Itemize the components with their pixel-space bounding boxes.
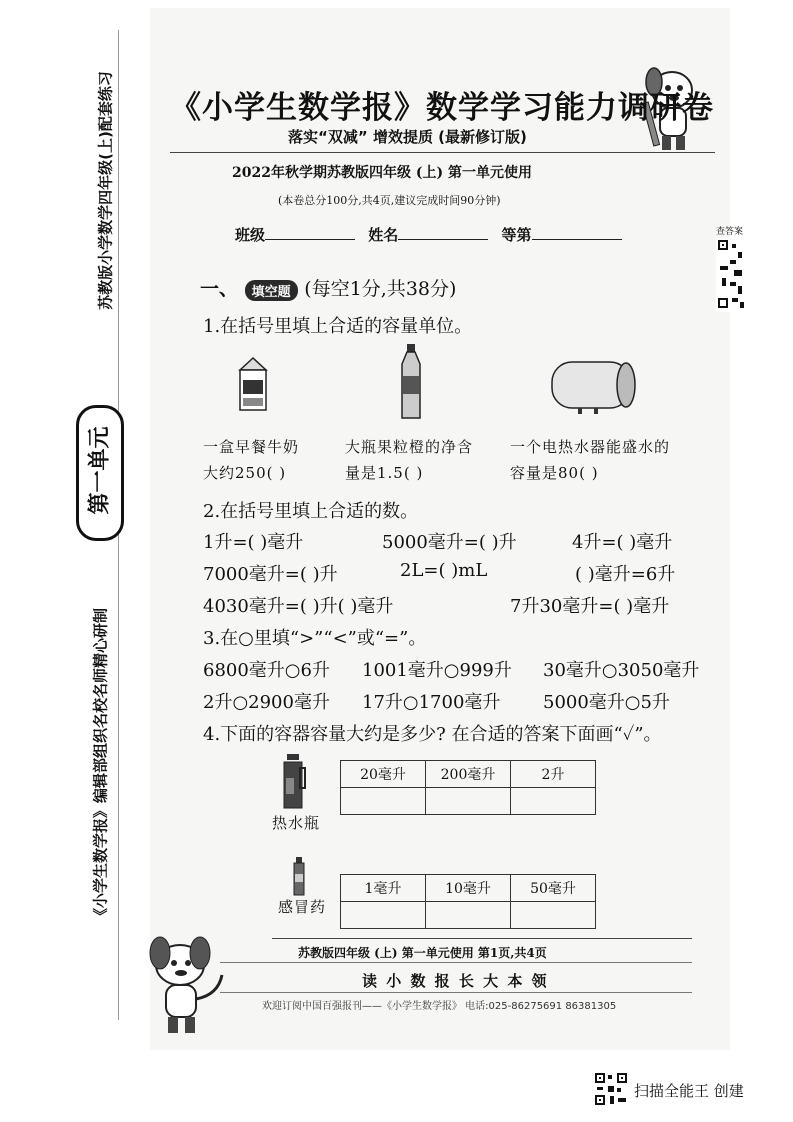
q4-title: 4.下面的容器容量大约是多少? 在合适的答案下面画“✓”。 [203, 724, 662, 745]
qr-code-icon[interactable] [716, 238, 746, 312]
section-badge: 填空题 [245, 280, 298, 301]
q2-row2-a[interactable]: 7000毫升=( )升 [203, 564, 338, 585]
page-subtitle: 落实“双减” 增效提质 (最新修订版) [288, 128, 527, 146]
class-label: 班级 [235, 226, 266, 244]
q1-item-juice-line2[interactable]: 量是1.5( ) [345, 464, 424, 482]
q1-title: 1.在括号里填上合适的容量单位。 [203, 316, 473, 337]
student-info-row [235, 224, 622, 245]
q4-item2-option: 50毫升 [511, 875, 596, 902]
q4-item1-option: 2升 [511, 761, 596, 788]
class-field[interactable] [265, 225, 355, 240]
q3-row2-c[interactable]: 5000毫升○5升 [543, 692, 670, 713]
exam-note: (本卷总分100分,共4页,建议完成时间90分钟) [278, 194, 501, 207]
q1-item-milk [203, 434, 299, 486]
q4-item2-answer-cell[interactable] [341, 902, 426, 929]
thermos-icon [280, 752, 306, 810]
q4-item1-answer-cell[interactable] [426, 788, 511, 815]
scanner-qr-icon [594, 1072, 628, 1106]
medicine-bottle-icon [292, 856, 306, 896]
q2-row3-c[interactable]: 7升30毫升=( )毫升 [510, 596, 670, 617]
q4-item1-option: 20毫升 [341, 761, 426, 788]
q4-item2-option: 1毫升 [341, 875, 426, 902]
q3-row1-a[interactable]: 6800毫升○6升 [203, 660, 330, 681]
q3-title: 3.在○里填“>”“<”或“=”。 [203, 628, 427, 649]
q4-item1-answer-cell[interactable] [511, 788, 596, 815]
q4-item1-option: 200毫升 [426, 761, 511, 788]
q3-row2-b[interactable]: 17升○1700毫升 [362, 692, 501, 713]
q2-row1-c[interactable]: 4升=( )毫升 [572, 532, 673, 553]
edition-line: 2022年秋学期苏教版四年级 (上) 第一单元使用 [232, 165, 532, 181]
footer-slogan: 读 小 数 报 长 大 本 领 [362, 972, 549, 990]
q2-title: 2.在括号里填上合适的数。 [203, 501, 419, 522]
header-divider [170, 152, 715, 153]
footer-divider [220, 962, 692, 963]
q4-item2-option: 10毫升 [426, 875, 511, 902]
footer-divider-top [272, 938, 692, 939]
spine-bottom-text: 《小学生数学报》编辑部组织名校名师精心研制 [91, 608, 110, 924]
name-field[interactable] [398, 225, 488, 240]
q1-item-milk-line1: 一盒早餐牛奶 [203, 438, 300, 456]
q4-item2-table [340, 874, 596, 929]
q4-item2-answer-cell[interactable] [511, 902, 596, 929]
q4-item1-label: 热水瓶 [272, 814, 321, 832]
spine-top-text: 苏教版小学数学四年级(上)配套练习 [96, 71, 115, 310]
q1-item-heater-line2[interactable]: 容量是80( ) [510, 464, 599, 482]
q3-row1-b[interactable]: 1001毫升○999升 [362, 660, 512, 681]
water-heater-icon [548, 356, 638, 414]
footer-contact: 欢迎订阅中国百强报刊——《小学生数学报》 电话:025-86275691 86381305 [262, 1001, 617, 1012]
q4-item1-answer-cell[interactable] [341, 788, 426, 815]
q4-item2-answer-cell[interactable] [426, 902, 511, 929]
rank-label: 等第 [501, 226, 532, 244]
mascot-dog-bottom-icon [130, 935, 235, 1040]
unit-badge-text: 第一单元 [87, 426, 113, 515]
q1-item-heater [510, 434, 670, 486]
q2-row2-c[interactable]: ( )毫升=6升 [575, 564, 676, 585]
name-label: 姓名 [368, 226, 399, 244]
section-points: (每空1分,共38分) [304, 278, 457, 300]
q3-row1-c[interactable]: 30毫升○3050毫升 [543, 660, 700, 681]
q4-item2-label: 感冒药 [278, 898, 327, 916]
q1-item-juice-line1: 大瓶果粒橙的净含 [345, 438, 474, 456]
q1-item-milk-line2[interactable]: 大约250( ) [203, 464, 287, 482]
q2-row2-b[interactable]: 2L=( )mL [400, 560, 488, 581]
section-number: 一、 [200, 278, 239, 300]
q1-item-heater-line1: 一个电热水器能盛水的 [510, 438, 671, 456]
juice-bottle-icon [396, 342, 426, 422]
q2-row1-a[interactable]: 1升=( )毫升 [203, 532, 304, 553]
rank-field[interactable] [532, 225, 622, 240]
q2-row1-b[interactable]: 5000毫升=( )升 [382, 532, 517, 553]
footer-divider-bottom [220, 992, 692, 993]
milk-carton-icon [236, 356, 270, 412]
q4-item1-table [340, 760, 596, 815]
page-title: 《小学生数学报》数学学习能力调研卷 [170, 90, 714, 126]
scanner-watermark-text: 扫描全能王 创建 [634, 1082, 744, 1100]
q1-item-juice [345, 434, 473, 486]
section-heading [200, 274, 456, 301]
q3-row2-a[interactable]: 2升○2900毫升 [203, 692, 330, 713]
footer-page-info: 苏教版四年级 (上) 第一单元使用 第1页,共4页 [298, 946, 547, 960]
qr-label: 查答案 [716, 227, 744, 237]
q2-row3-a[interactable]: 4030毫升=( )升( )毫升 [203, 596, 394, 617]
